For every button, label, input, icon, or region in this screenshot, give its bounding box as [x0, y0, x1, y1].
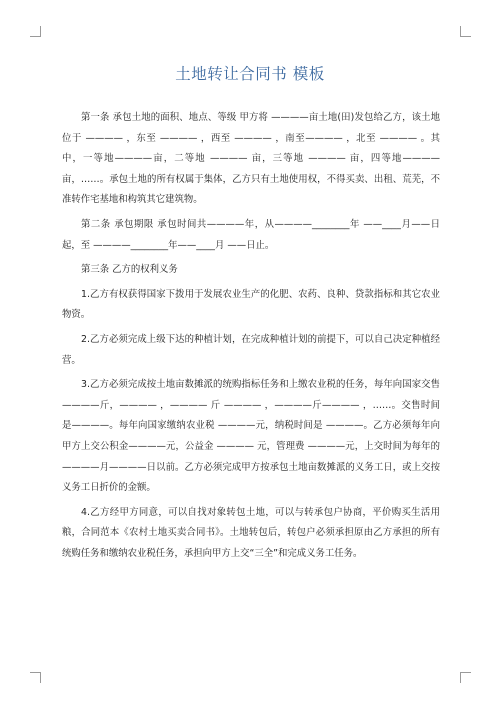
article-3-heading: 第三条 乙方的权利义务	[81, 264, 178, 276]
article-1-paragraph: 第一条 承包土地的面积、地点、等级 甲方将 ————亩土地(田)发包给乙方，该土地位于 ———— ，东至 ———— ，西至 ———— ，南至———— ，北至 ———— 。其中，一等地————亩，二等地 ———— 亩，三等地 ———— 亩，四等地————亩，……。承包土地的所有权属于集体，乙方只有土地使用权，不得买卖、出租、荒芜，不准转作宅基地和构筑其它建筑物。	[62, 112, 440, 206]
clause-4-paragraph: 4.乙方经甲方同意，可以自找对象转包土地，可以与转承包户协商，平价购买生活用粮，合同范本《农村土地买卖合同书》。土地转包后，转包户必须承担原由乙方承担的所有统购任务和缴纳农业税任务，承担向甲方上交“三全”和完成义务工任务。	[62, 506, 440, 559]
document-body	[62, 108, 440, 564]
document-title: 土地转让合同书 模板	[175, 65, 325, 83]
crop-mark-top-right	[460, 26, 471, 37]
clause-1-paragraph: 1.乙方有权获得国家下拨用于发展农业生产的化肥、农药、良种、贷款指标和其它农业物资。	[62, 288, 440, 321]
crop-mark-top-left	[30, 26, 41, 37]
clause-2-paragraph: 2.乙方必须完成上级下达的种植计划，在完成种植计划的前提下，可以自己决定种植经营。	[62, 333, 440, 366]
article-2-paragraph: 第二条 承包期限 承包时间共————年，从————________年 ——____月——日起，至 ————________年——____月 ——日止。	[62, 218, 440, 251]
crop-mark-bottom-left	[30, 672, 41, 683]
crop-mark-bottom-right	[460, 672, 471, 683]
clause-3-paragraph: 3.乙方必须完成按土地亩数摊派的统购指标任务和上缴农业税的任务，每年向国家交售————斤，———— ，———— 斤 ———— ，————斤———— ，……。交售时间是————。每年向国家缴纳农业税 ————元，纳税时间是 ————。乙方必须每年向甲方上交公积金————元，公益金 ———— 元，管理费 ————元，上交时间为每年的————月————日以前。乙方必须完成甲方按承包土地亩数摊派的义务工日，或上交按义务工日折价的金额。	[62, 379, 440, 494]
